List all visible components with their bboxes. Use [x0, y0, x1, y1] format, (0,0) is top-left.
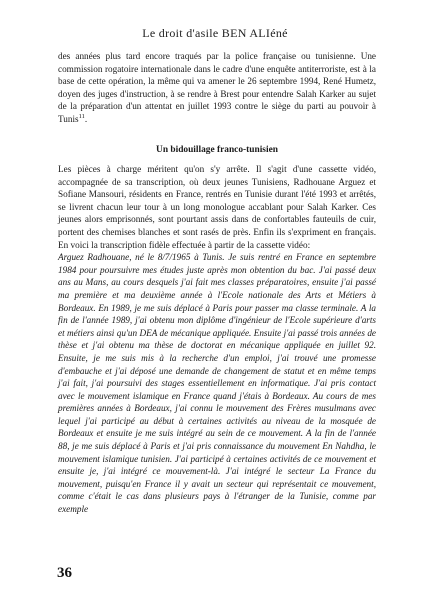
testimony-paragraph: Arguez Radhouane, né le 8/7/1965 à Tunis. Je suis rentré en France en septembre 1984 pour poursuivre mes études juste après mon obtention du bac. J'ai passé deux ans au Mans, au cours desquels j'ai fait mes classes préparatoires, ensuite j'ai passé ma première et ma deuxième année à l'Ecole nationale des Arts et Métiers à Bordeaux. En 1989, je me suis déplacé à Paris pour passer ma classe terminale. A la fin de l'année 1989, j'ai obtenu mon diplôme d'ingénieur de l'Ecole supérieure d'arts et métiers ainsi qu'un DEA de mécanique appliquée. Ensuite j'ai passé trois années de thèse et j'ai obtenu ma thèse de doctorat en mécanique appliquée en juillet 92. Ensuite, je me suis mis à la recherche d'un emploi, j'ai trouvé une promesse d'embauche et j'ai déposé une demande de changement de statut et en même temps j'ai fait, j'ai poursuivi des stages essentiellement en informatique. J'ai pris contact avec le mouvement islamique en France quand j'étais à Bordeaux. Au cours de mes premières années à Bordeaux, j'ai connu le mouvement des Frères musulmans avec lequel j'ai participé au début à certaines activités au niveau de la mosquée de Bordeaux et ensuite je me suis intégré au sein de ce mouvement. A la fin de l'année 88, je me suis déplacé à Paris et j'ai pris connaissance du mouvement En Nahdha, le mouvement islamique tunisien. J'ai participé à certaines activités de ce mouvement et ensuite je, j'ai intégré ce mouvement-là. J'ai intégré le secteur La France du mouvement, puisqu'en France il y avait un secteur qui représentait ce mouvement, comme c'était le cas dans plusieurs pays à l'étranger de la Tunisie, comme par exemple: [58, 252, 376, 515]
top-paragraph-block: [58, 50, 376, 126]
top-paragraph-text: des années plus tard encore traqués par la police française ou tunisienne. Une commission rogatoire internationale dans le cadre d'une enquête antiterroriste, est à la base de cette opération, la même qui va amener le 26 septembre 1994, René Humetz, doyen des juges d'instruction, à se rendre à Brest pour entendre Salah Karker au sujet de la préparation d'un attentat en juillet 1993 contre le siège du parti au pouvoir à Tunis: [58, 51, 376, 124]
page-number: 36: [57, 565, 72, 581]
top-paragraph-end: .: [84, 113, 88, 124]
footnote-reference[interactable]: 11: [78, 112, 85, 120]
running-header: Le droit d'asile BEN ALIéné: [142, 26, 288, 40]
top-paragraph: [58, 50, 376, 126]
section-heading: Un bidouillage franco-tunisien: [156, 145, 278, 155]
main-text-block: [58, 163, 376, 516]
intro-paragraph: Les pièces à charge méritent qu'on s'y arrête. Il s'agit d'une cassette vidéo, accompagnée de sa transcription, où deux jeunes Tunisiens, Radhouane Arguez et Sofiane Mansouri, résidents en France, rentrés en Tunisie durant l'été 1993 et arrêtés, se livrent chacun leur tour à un long monologue accablant pour Salah Karker. Ces jeunes alors emprisonnés, sont pourtant assis dans de confortables fauteuils de cuir, portent des chemises blanches et sont rasés de près. Enfin ils s'expriment en français. En voici la transcription fidèle effectuée à partir de la cassette vidéo:: [58, 164, 376, 250]
